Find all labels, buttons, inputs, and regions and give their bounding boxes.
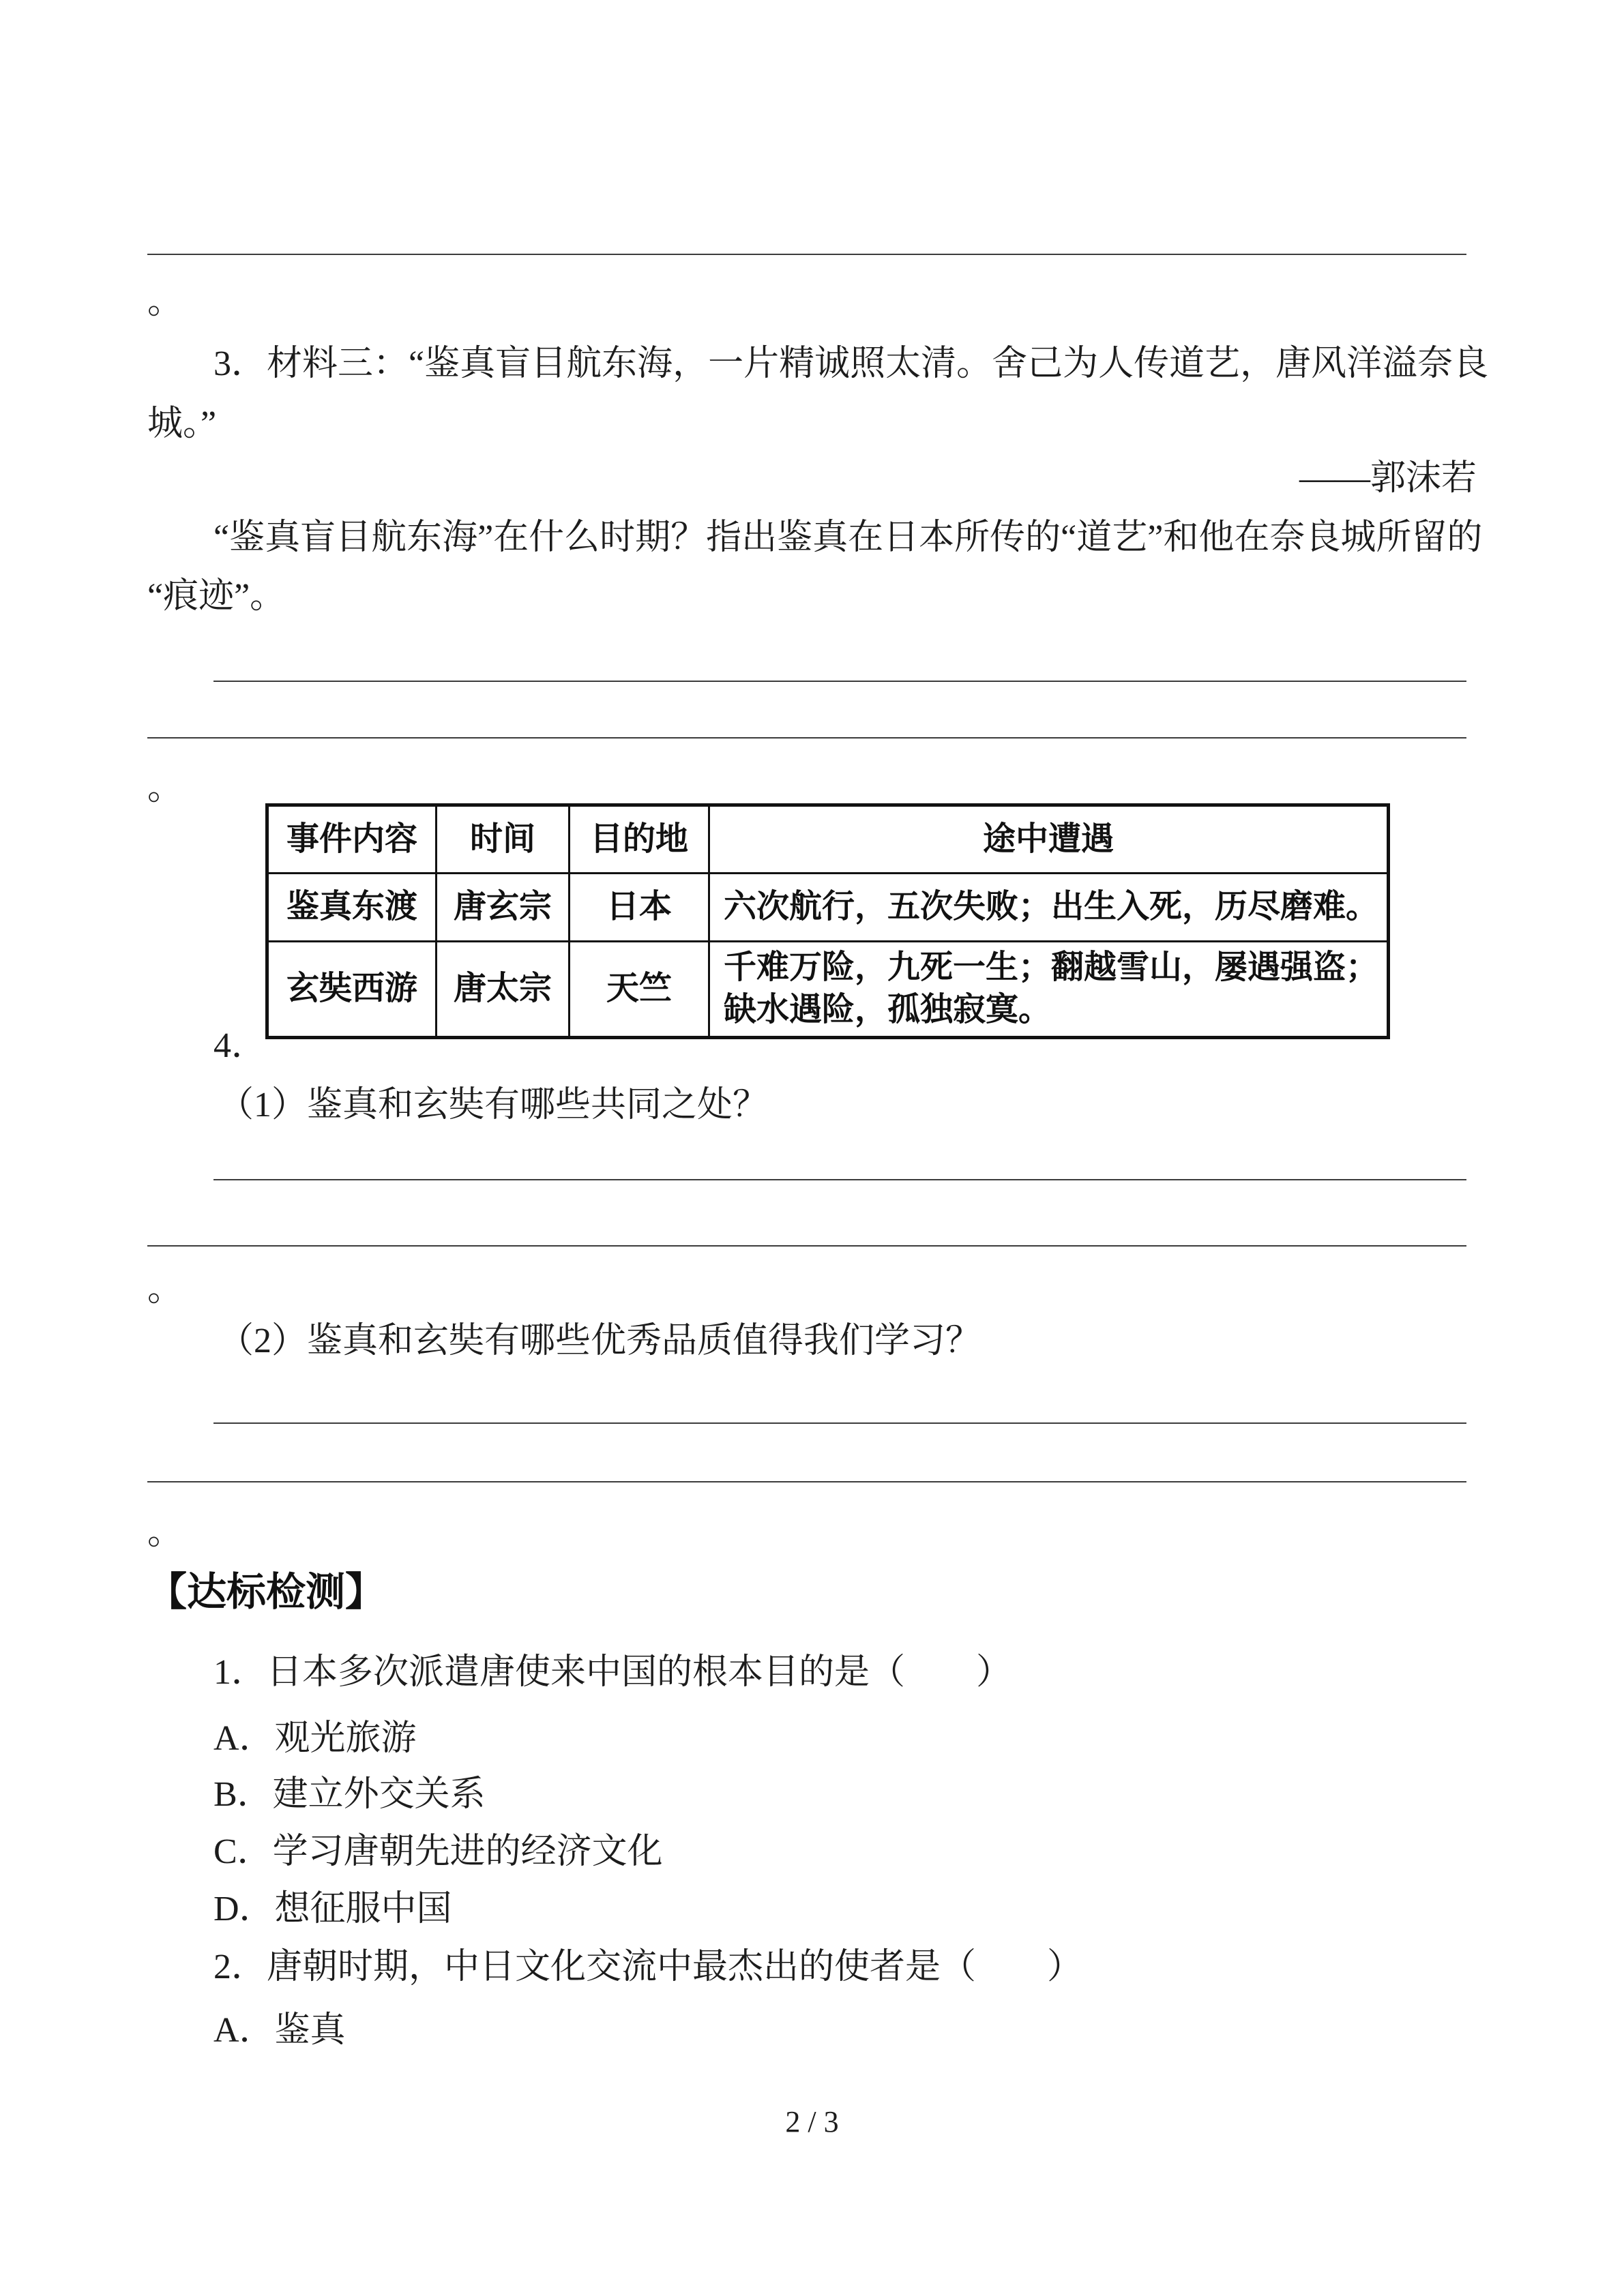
mc-question-1-option-c: C．学习唐朝先进的经济文化 bbox=[213, 1832, 663, 1871]
table-cell: 唐玄宗 bbox=[437, 874, 570, 942]
table-cell: 千难万险，九死一生；翻越雪山，屡遇强盗；缺水遇险，孤独寂寞。 bbox=[709, 942, 1389, 1038]
question4-sub1: （1）鉴真和玄奘有哪些共同之处？ bbox=[218, 1086, 769, 1124]
material3-text-line-1: 3．材料三：“鉴真盲目航东海，一片精诚照太清。舍己为人传道艺，唐风洋溢奈良 bbox=[213, 344, 1489, 383]
table-header-cell: 时间 bbox=[437, 805, 570, 874]
answer-line bbox=[213, 681, 1466, 682]
table-row bbox=[267, 874, 1389, 942]
material3-question-line-1: “鉴真盲目航东海”在什么时期？指出鉴真在日本所传的“道艺”和他在奈良城所留的 bbox=[213, 518, 1483, 557]
table-header-cell: 目的地 bbox=[570, 805, 709, 874]
table-cell: 六次航行，五次失败；出生入死，历尽磨难。 bbox=[709, 874, 1389, 942]
mc-question-1-option-d: D．想征服中国 bbox=[213, 1890, 452, 1928]
material3-question-line-2: “痕迹”。 bbox=[147, 577, 286, 616]
question4-number: 4． bbox=[213, 1026, 267, 1065]
table-cell: 日本 bbox=[570, 874, 709, 942]
mc-question-1-option-a: A．观光旅游 bbox=[213, 1719, 417, 1758]
material3-text-line-2: 城。” bbox=[147, 404, 217, 443]
table-cell: 天竺 bbox=[570, 942, 709, 1038]
events-table bbox=[265, 803, 1390, 1039]
section-heading-assessment: 【达标检测】 bbox=[147, 1570, 385, 1614]
table-header-row bbox=[267, 805, 1389, 874]
table-cell: 鉴真东渡 bbox=[267, 874, 437, 942]
mc-question-1: 1．日本多次派遣唐使来中国的根本目的是（ ） bbox=[213, 1653, 1012, 1692]
question4-sub2: （2）鉴真和玄奘有哪些优秀品质值得我们学习？ bbox=[218, 1322, 981, 1360]
mc-question-1-option-b: B．建立外交关系 bbox=[213, 1775, 486, 1814]
answer-line bbox=[147, 1245, 1466, 1247]
table-row bbox=[267, 942, 1389, 1038]
answer-line bbox=[213, 1422, 1466, 1424]
answer-period: 。 bbox=[147, 1270, 183, 1309]
page-number: 2 / 3 bbox=[785, 2105, 839, 2138]
mc-question-2-option-a: A．鉴真 bbox=[213, 2011, 346, 2050]
answer-line bbox=[147, 254, 1466, 255]
material3-attribution: ——郭沫若 bbox=[1299, 459, 1477, 498]
answer-period: 。 bbox=[147, 282, 183, 321]
table-cell: 唐太宗 bbox=[437, 942, 570, 1038]
answer-line bbox=[147, 1481, 1466, 1482]
answer-period: 。 bbox=[147, 769, 183, 807]
answer-line bbox=[147, 737, 1466, 739]
table-header-cell: 事件内容 bbox=[267, 805, 437, 874]
answer-period: 。 bbox=[147, 1513, 183, 1552]
mc-question-2: 2．唐朝时期，中日文化交流中最杰出的使者是（ ） bbox=[213, 1948, 1083, 1986]
table-cell: 玄奘西游 bbox=[267, 942, 437, 1038]
answer-line bbox=[213, 1179, 1466, 1180]
table-header-cell: 途中遭遇 bbox=[709, 805, 1389, 874]
